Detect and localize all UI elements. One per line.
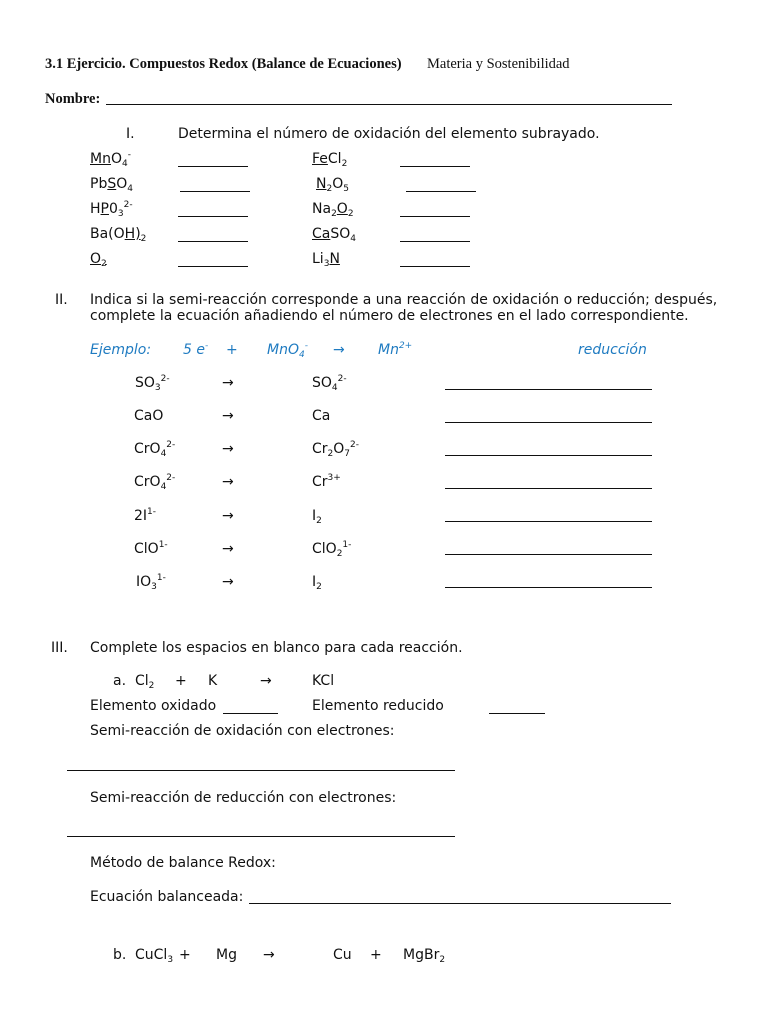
answer-line-o2[interactable] xyxy=(178,266,248,267)
example-label: Ejemplo: xyxy=(90,342,152,358)
oxidation-half-reaction-line[interactable] xyxy=(67,770,455,771)
balanced-equation-label: Ecuación balanceada: xyxy=(90,889,244,905)
reaction-b-cucl3: CuCl$_3$ xyxy=(135,947,174,965)
answer-line-n2o5[interactable] xyxy=(406,191,476,192)
formula-li3n: $Li_3N$ xyxy=(312,251,340,269)
reaction-1-product: $SO_4^{2-}$ xyxy=(312,374,347,393)
example-electrons: 5 e- xyxy=(183,341,209,358)
formula-mno4: MnO$_4$- xyxy=(90,150,131,169)
reaction-3-answer-line[interactable] xyxy=(445,455,652,456)
section-3-number: III. xyxy=(51,640,68,656)
example-arrow: → xyxy=(333,342,345,358)
reaction-4-product: $Cr^{3+}$ xyxy=(312,473,341,490)
reaction-6-reactant: ClO$^{1-}$ xyxy=(134,540,168,557)
reaction-b-arrow: → xyxy=(263,947,275,963)
reaction-b-plus-1: + xyxy=(179,947,191,963)
reaction-6-product: ClO$_2^{1-}$ xyxy=(312,540,352,559)
reaction-a-arrow: → xyxy=(260,673,272,689)
answer-line-caso4[interactable] xyxy=(400,241,470,242)
reaction-4-answer-line[interactable] xyxy=(445,488,652,489)
reaction-3-arrow: → xyxy=(222,441,234,457)
formula-baoh2: $Ba(OH)_2$ xyxy=(90,226,147,244)
reaction-2-reactant: CaO xyxy=(134,408,164,424)
reaction-a-product: KCl xyxy=(312,673,335,689)
section-1-instruction: Determina el número de oxidación del elemento subrayado. xyxy=(178,126,600,142)
worksheet-title: 3.1 Ejercicio. Compuestos Redox (Balance de Ecuaciones) xyxy=(45,56,402,72)
reaction-a-k: K xyxy=(208,673,218,689)
name-answer-line[interactable] xyxy=(106,104,672,105)
answer-line-baoh2[interactable] xyxy=(178,241,248,242)
section-2-number: II. xyxy=(55,292,68,308)
reaction-b-cu: Cu xyxy=(333,947,352,963)
reaction-7-product: $I_2$ xyxy=(312,574,322,592)
reaction-7-reactant: $IO_3^{1-}$ xyxy=(136,573,166,592)
formula-o2: $O_2$ xyxy=(90,251,107,269)
oxidized-element-label: Elemento oxidado xyxy=(90,698,217,714)
reaction-b-letter: b. xyxy=(113,947,127,963)
answer-line-fecl2[interactable] xyxy=(400,166,470,167)
reaction-6-arrow: → xyxy=(222,541,234,557)
reaction-4-arrow: → xyxy=(222,474,234,490)
section-1-number: I. xyxy=(126,126,135,142)
example-product: $Mn^{2+}$ xyxy=(378,341,413,358)
reaction-1-reactant: $SO_3^{2-}$ xyxy=(135,374,170,393)
reaction-1-arrow: → xyxy=(222,375,234,391)
reaction-a-cl2: $Cl_2$ xyxy=(135,673,155,691)
reaction-2-product: Ca xyxy=(312,408,331,424)
reaction-7-arrow: → xyxy=(222,574,234,590)
redox-method-label: Método de balance Redox: xyxy=(90,855,276,871)
section-3-instruction: Complete los espacios en blanco para cada reacción. xyxy=(90,640,463,656)
name-label: Nombre: xyxy=(45,91,101,107)
reaction-b-mg: Mg xyxy=(216,947,237,963)
reaction-a-plus: + xyxy=(175,673,187,689)
balanced-equation-line[interactable] xyxy=(249,903,671,904)
formula-hpo3: $HP0_3^{2-}$ xyxy=(90,200,133,219)
reaction-5-arrow: → xyxy=(222,508,234,524)
reaction-2-arrow: → xyxy=(222,408,234,424)
reduced-element-label: Elemento reducido xyxy=(312,698,444,714)
reaction-3-reactant: CrO$_4^{2-}$ xyxy=(134,440,176,459)
answer-line-mno4[interactable] xyxy=(178,166,248,167)
example-answer: reducción xyxy=(578,342,647,358)
formula-na2o2: $Na_2O_2$ xyxy=(312,201,354,219)
example-reactant: MnO$_4$- xyxy=(267,341,308,360)
reaction-5-reactant: $2I^{1-}$ xyxy=(134,507,157,524)
reduced-element-line[interactable] xyxy=(489,713,545,714)
reaction-1-answer-line[interactable] xyxy=(445,389,652,390)
reaction-b-plus-2: + xyxy=(370,947,382,963)
reduction-half-reaction-label: Semi-reacción de reducción con electrones: xyxy=(90,790,397,806)
formula-n2o5: $N_2O_5$ xyxy=(316,176,349,194)
section-2-instruction-line-1: Indica si la semi-reacción corresponde a una reacción de oxidación o reducción; después, xyxy=(90,292,718,308)
answer-line-hpo3[interactable] xyxy=(178,216,248,217)
reaction-5-product: $I_2$ xyxy=(312,508,322,526)
reaction-4-reactant: CrO$_4^{2-}$ xyxy=(134,473,176,492)
answer-line-li3n[interactable] xyxy=(400,266,470,267)
formula-fecl2: FeCl$_2$ xyxy=(312,151,348,169)
oxidation-half-reaction-label: Semi-reacción de oxidación con electrones: xyxy=(90,723,395,739)
section-2-instruction-line-2: complete la ecuación añadiendo el número de electrones en el lado correspondiente. xyxy=(90,308,689,324)
example-plus: + xyxy=(226,342,238,358)
answer-line-pbso4[interactable] xyxy=(180,191,250,192)
formula-pbso4: PbSO$_4$ xyxy=(90,176,133,194)
reaction-b-product: MgBr$_2$ xyxy=(403,947,446,965)
oxidized-element-line[interactable] xyxy=(223,713,278,714)
formula-caso4: CaSO$_4$ xyxy=(312,226,356,244)
reaction-7-answer-line[interactable] xyxy=(445,587,652,588)
reaction-2-answer-line[interactable] xyxy=(445,422,652,423)
reaction-3-product: $Cr_2O_7^{2-}$ xyxy=(312,440,360,459)
subject-name: Materia y Sostenibilidad xyxy=(427,56,570,72)
answer-line-na2o2[interactable] xyxy=(400,216,470,217)
reduction-half-reaction-line[interactable] xyxy=(67,836,455,837)
reaction-5-answer-line[interactable] xyxy=(445,521,652,522)
reaction-6-answer-line[interactable] xyxy=(445,554,652,555)
reaction-a-letter: a. xyxy=(113,673,127,689)
